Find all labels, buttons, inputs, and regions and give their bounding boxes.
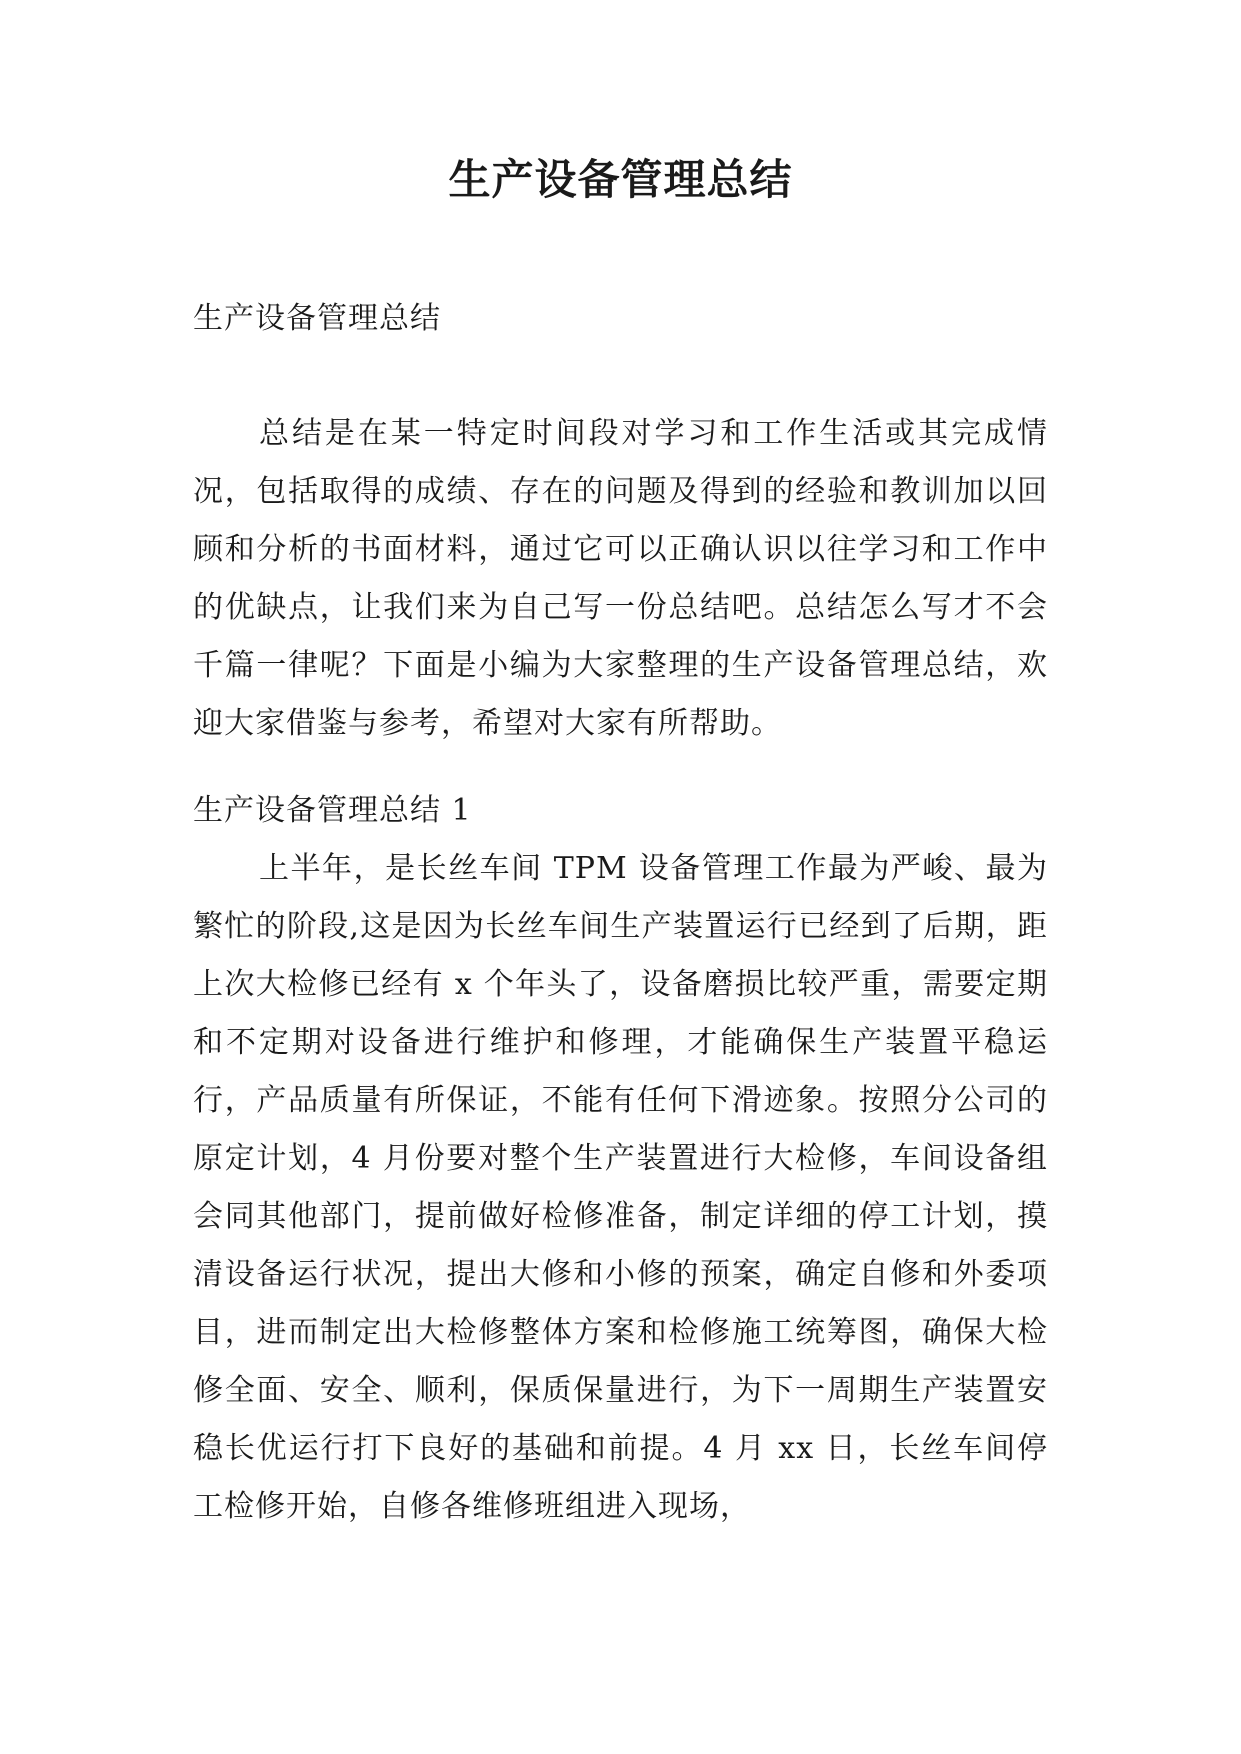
document-subtitle: 生产设备管理总结: [193, 301, 441, 336]
section-paragraph: 上半年，是长丝车间 TPM 设备管理工作最为严峻、最为繁忙的阶段,这是因为长丝车间生产装置运行已经到了后期，距上次大检修已经有 x 个年头了，设备磨损比较严重，需要定期和不定期对设备进行维护和修理，才能确保生产装置平稳运行，产品质量有所保证，不能有任何下滑迹象。按照分公司的原定计划，4 月份要对整个生产装置进行大检修，车间设备组会同其他部门，提前做好检修准备，制定详细的停工计划，摸清设备运行状况，提出大修和小修的预案，确定自修和外委项目，进而制定出大检修整体方案和检修施工统筹图，确保大检修全面、安全、顺利，保质保量进行，为下一周期生产装置安稳长优运行打下良好的基础和前提。4 月 xx 日，长丝车间停工检修开始，自修各维修班组进入现场，: [193, 851, 1048, 1524]
intro-paragraph: 总结是在某一特定时间段对学习和工作生活或其完成情况，包括取得的成绩、存在的问题及得到的经验和教训加以回顾和分析的书面材料，通过它可以正确认识以往学习和工作中的优缺点，让我们来为自己写一份总结吧。总结怎么写才不会千篇一律呢？下面是小编为大家整理的生产设备管理总结，欢迎大家借鉴与参考，希望对大家有所帮助。: [193, 416, 1048, 741]
document-title: 生产设备管理总结: [448, 155, 793, 204]
section-heading: 生产设备管理总结 1: [193, 793, 472, 828]
